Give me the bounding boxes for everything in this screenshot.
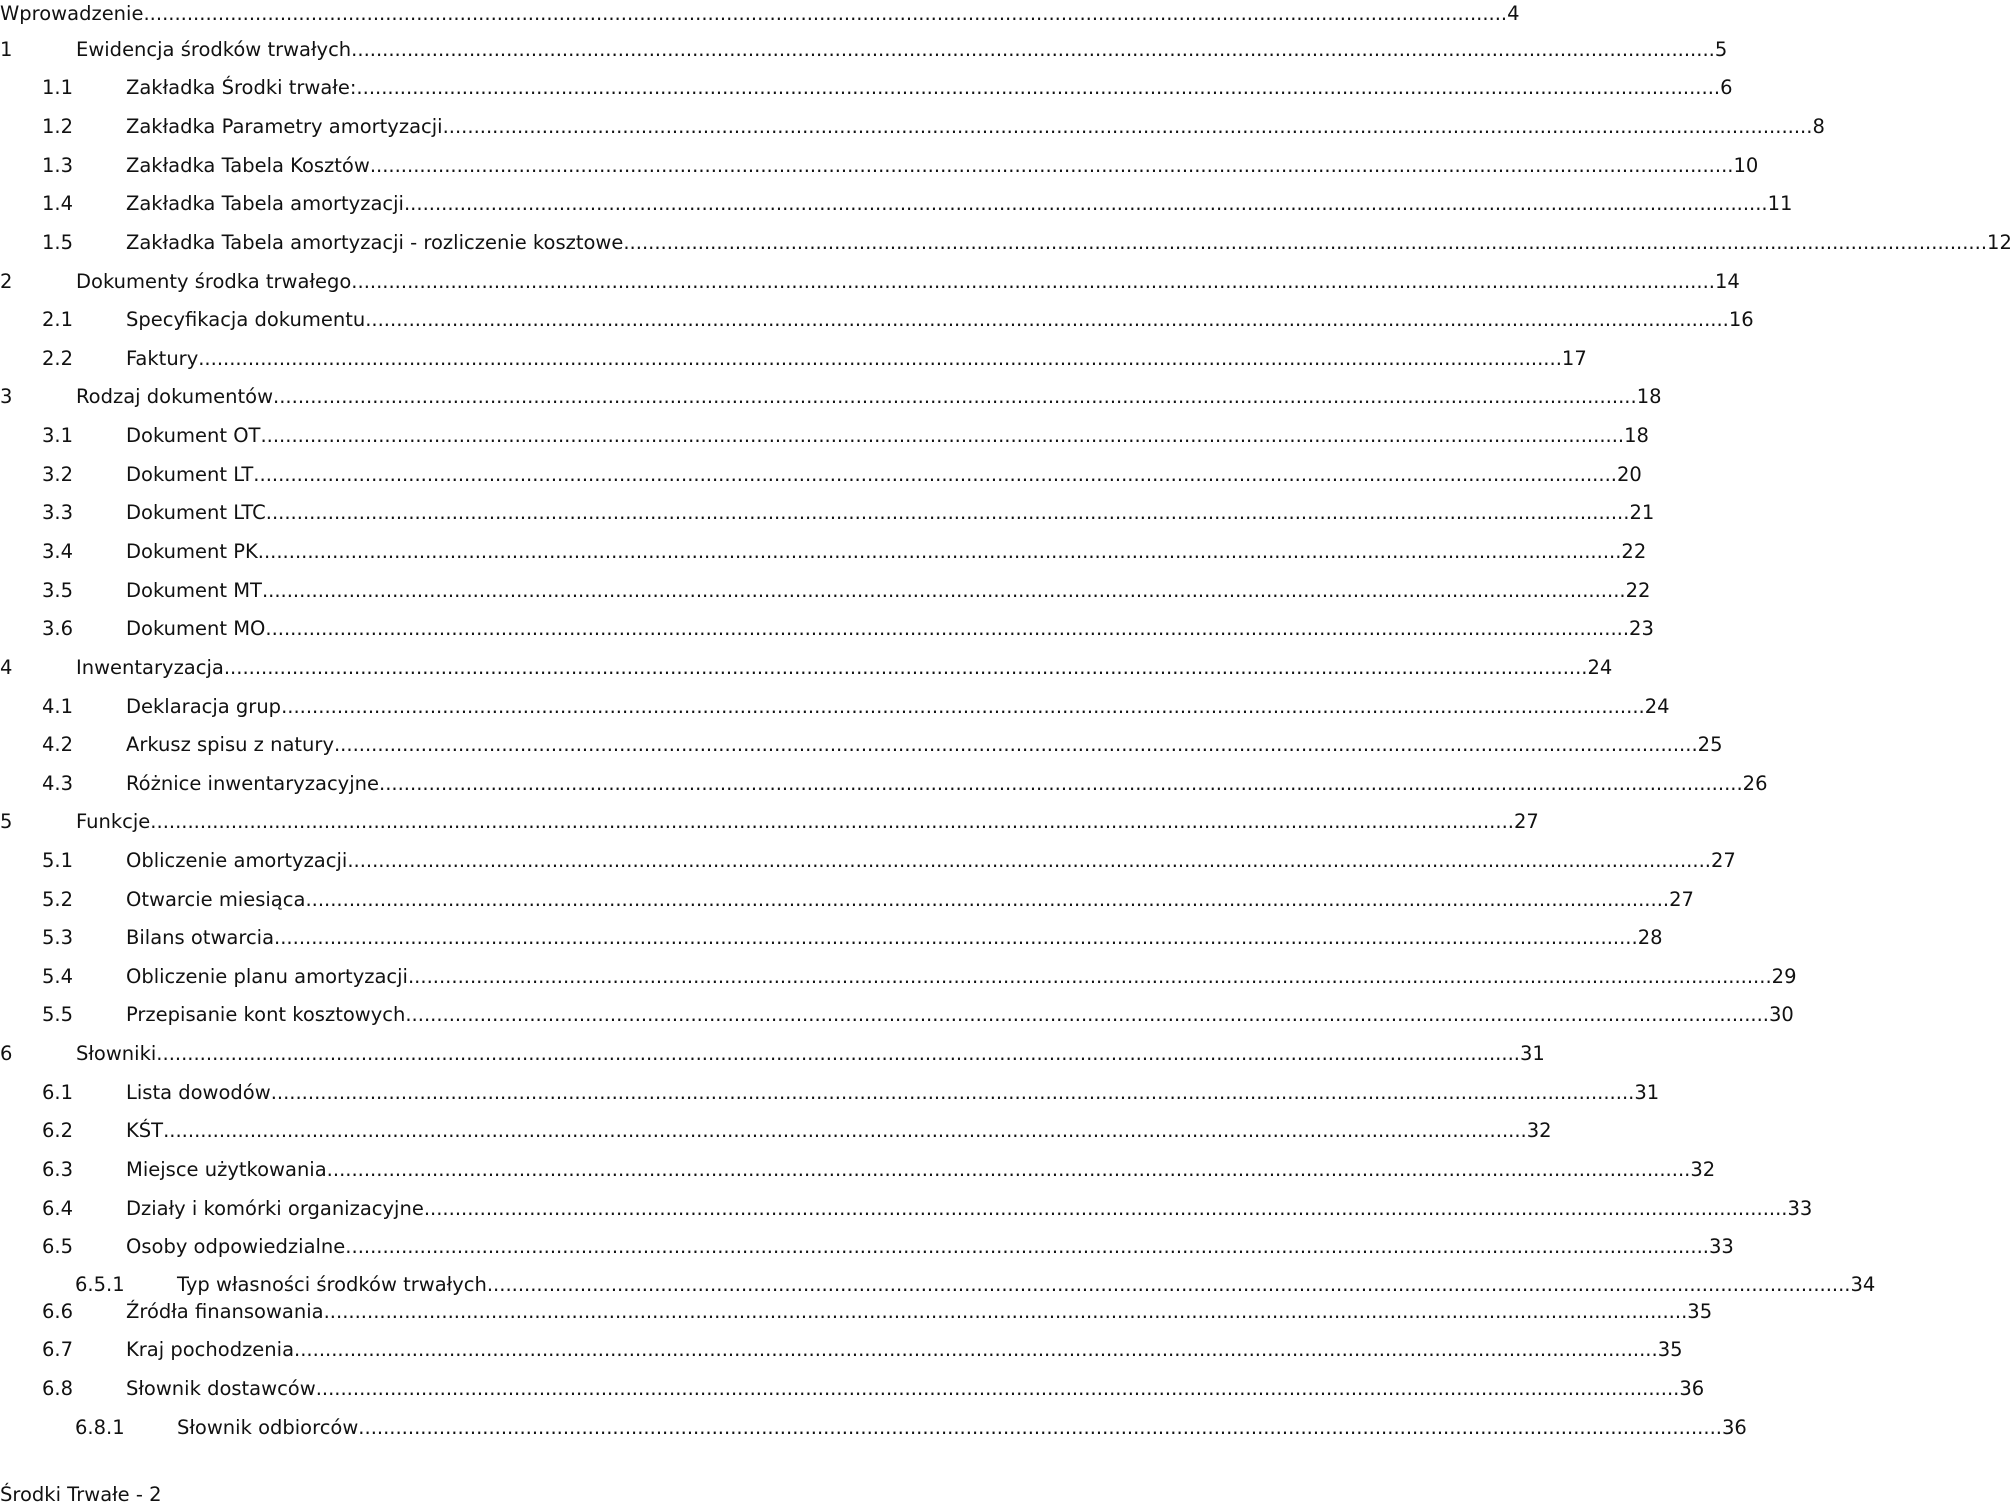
toc-entry-title: Działy i komórki organizacyjne — [126, 1197, 424, 1220]
toc-entry-number: 2.1 — [42, 308, 74, 331]
toc-entry-page-number: 24 — [1587, 656, 1613, 679]
toc-entry-number: 4.2 — [42, 733, 74, 756]
toc-entry[interactable] — [0, 499, 1655, 527]
toc-entry-number: 1.3 — [42, 154, 74, 177]
toc-entry-page-number: 26 — [1742, 772, 1768, 795]
toc-entry[interactable] — [0, 306, 1754, 334]
toc-entry-page-number: 6 — [1720, 76, 1733, 99]
dot-leader: ............................................................................................................................................................................................................................ — [323, 1300, 1688, 1323]
toc-entry-number: 6.2 — [42, 1119, 74, 1142]
toc-entry-number: 6.5.1 — [75, 1273, 125, 1296]
dot-leader: ............................................................................................................................................................................................................................ — [198, 347, 1562, 370]
toc-entry-title: Dokument MO — [126, 617, 266, 640]
toc-entry-title: Zakładka Tabela amortyzacji - rozliczenie kosztowe — [126, 231, 624, 254]
toc-entry-page-number: 34 — [1850, 1273, 1876, 1296]
toc-entry[interactable] — [0, 461, 1642, 489]
toc-entry[interactable] — [0, 1414, 1747, 1442]
dot-leader: ............................................................................................................................................................................................................................ — [270, 1081, 1635, 1104]
toc-entry-number: 3.5 — [42, 579, 74, 602]
toc-entry-page-number: 33 — [1708, 1235, 1734, 1258]
dot-leader: ............................................................................................................................................................................................................................ — [156, 1042, 1520, 1065]
toc-entry[interactable] — [0, 693, 1670, 721]
toc-entry-number: 6.1 — [42, 1081, 74, 1104]
dot-leader: ............................................................................................................................................................................................................................ — [448, 115, 1813, 138]
toc-entry-number: 2.2 — [42, 347, 74, 370]
toc-entry[interactable] — [0, 615, 1654, 643]
toc-entry-page-number: 30 — [1769, 1003, 1794, 1026]
toc-entry[interactable] — [0, 268, 1740, 296]
page-footer: Środki Trwałe - 2 — [0, 1483, 162, 1506]
dot-leader: ............................................................................................................................................................................................................................ — [305, 888, 1670, 911]
toc-entry-page-number: 35 — [1687, 1300, 1713, 1323]
dot-leader: ............................................................................................................................................................................................................................ — [356, 76, 1721, 99]
toc-entry-number: 6.7 — [42, 1338, 74, 1361]
toc-entry-number: 5.1 — [42, 849, 74, 872]
toc-entry[interactable] — [0, 1117, 1552, 1145]
dot-leader: ............................................................................................................................................................................................................................ — [150, 810, 1514, 833]
toc-entry[interactable] — [0, 152, 1759, 180]
dot-leader: ............................................................................................................................................................................................................................ — [345, 1235, 1709, 1258]
toc-entry-title: Przepisanie kont kosztowych — [126, 1003, 406, 1026]
toc-entry-number: 6.6 — [42, 1300, 74, 1323]
toc-entry[interactable] — [0, 36, 1728, 64]
dot-leader: ............................................................................................................................................................................................................................ — [261, 579, 1626, 602]
toc-entry[interactable] — [0, 1375, 1705, 1403]
toc-entry-page-number: 10 — [1733, 154, 1759, 177]
toc-entry-title: Osoby odpowiedzialne — [126, 1235, 346, 1258]
toc-entry-title: Wprowadzenie — [0, 2, 144, 25]
dot-leader: ............................................................................................................................................................................................................................ — [423, 1197, 1788, 1220]
toc-entry-title: Dokumenty środka trwałego — [76, 270, 352, 293]
toc-entry-page-number: 25 — [1697, 733, 1723, 756]
toc-entry-page-number: 16 — [1728, 308, 1754, 331]
dot-leader: ............................................................................................................................................................................................................................ — [260, 424, 1625, 447]
dot-leader: ............................................................................................................................................................................................................................ — [143, 2, 1508, 25]
dot-leader: ............................................................................................................................................................................................................................ — [347, 849, 1711, 872]
toc-entry-number: 6.8 — [42, 1377, 74, 1400]
toc-entry-title: Miejsce użytkowania — [126, 1158, 327, 1181]
toc-entry[interactable] — [0, 0, 1520, 28]
toc-entry-page-number: 28 — [1637, 926, 1663, 949]
dot-leader: ............................................................................................................................................................................................................................ — [365, 308, 1729, 331]
toc-entry[interactable] — [0, 808, 1539, 836]
toc-entry-title: Typ własności środków trwałych — [177, 1273, 487, 1296]
toc-entry-page-number: 18 — [1624, 424, 1649, 447]
toc-entry-number: 6.8.1 — [75, 1416, 125, 1439]
toc-entry-number: 5.4 — [42, 965, 74, 988]
toc-entry[interactable] — [0, 190, 1793, 218]
toc-entry-title: Ewidencja środków trwałych — [76, 38, 352, 61]
toc-entry-page-number: 4 — [1507, 2, 1520, 25]
toc-entry[interactable] — [0, 1156, 1716, 1184]
toc-entry[interactable] — [0, 963, 1797, 991]
toc-entry-title: Funkcje — [76, 810, 151, 833]
toc-entry-number: 3.6 — [42, 617, 74, 640]
toc-entry-number: 2 — [0, 270, 13, 293]
toc-entry-page-number: 12 — [1987, 231, 2012, 254]
toc-entry[interactable] — [0, 1298, 1713, 1326]
toc-entry-number: 1.4 — [42, 192, 74, 215]
toc-entry-page-number: 24 — [1644, 695, 1670, 718]
toc-entry-title: Dokument PK — [126, 540, 258, 563]
toc-entry-title: Specyfikacja dokumentu — [126, 308, 366, 331]
toc-entry[interactable] — [0, 1079, 1660, 1107]
toc-entry-page-number: 27 — [1513, 810, 1539, 833]
toc-entry-number: 6 — [0, 1042, 13, 1065]
toc-entry-title: Lista dowodów — [126, 1081, 271, 1104]
toc-entry-number: 5.5 — [42, 1003, 74, 1026]
toc-entry-number: 4.1 — [42, 695, 74, 718]
toc-entry-page-number: 18 — [1636, 385, 1662, 408]
toc-entry-title: Zakładka Tabela amortyzacji — [126, 192, 404, 215]
toc-entry-title: Rodzaj dokumentów — [76, 385, 274, 408]
toc-entry-number: 5 — [0, 810, 13, 833]
dot-leader: ............................................................................................................................................................................................................................ — [253, 463, 1617, 486]
toc-entry-page-number: 33 — [1787, 1197, 1813, 1220]
toc-entry-title: Faktury — [126, 347, 199, 370]
toc-entry-page-number: 27 — [1710, 849, 1736, 872]
toc-entry[interactable] — [0, 383, 1662, 411]
toc-entry-title: Zakładka Tabela Kosztów — [126, 154, 370, 177]
dot-leader: ............................................................................................................................................................................................................................ — [223, 656, 1588, 679]
toc-entry[interactable] — [0, 538, 1647, 566]
toc-entry-page-number: 35 — [1657, 1338, 1683, 1361]
toc-entry-title: Słownik dostawców — [126, 1377, 316, 1400]
toc-entry-title: Zakładka Środki trwałe: — [126, 76, 357, 99]
dot-leader: ............................................................................................................................................................................................................................ — [163, 1119, 1527, 1142]
toc-entry[interactable] — [0, 1271, 1876, 1299]
dot-leader: ............................................................................................................................................................................................................................ — [265, 501, 1630, 524]
dot-leader: ............................................................................................................................................................................................................................ — [369, 154, 1734, 177]
toc-entry-title: Obliczenie amortyzacji — [126, 849, 348, 872]
toc-entry[interactable] — [0, 847, 1736, 875]
dot-leader: ............................................................................................................................................................................................................................ — [403, 192, 1768, 215]
toc-entry-title: Dokument OT — [126, 424, 261, 447]
dot-leader: ............................................................................................................................................................................................................................ — [486, 1273, 1851, 1296]
toc-entry-number: 3.2 — [42, 463, 74, 486]
toc-entry-title: Obliczenie planu amortyzacji — [126, 965, 408, 988]
toc-entry-page-number: 27 — [1669, 888, 1694, 911]
dot-leader: ............................................................................................................................................................................................................................ — [351, 38, 1715, 61]
dot-leader: ............................................................................................................................................................................................................................ — [315, 1377, 1680, 1400]
toc-entry-page-number: 32 — [1526, 1119, 1552, 1142]
toc-entry[interactable] — [0, 422, 1649, 450]
toc-entry[interactable] — [0, 1336, 1683, 1364]
dot-leader: ............................................................................................................................................................................................................................ — [379, 772, 1743, 795]
toc-entry-page-number: 31 — [1634, 1081, 1660, 1104]
toc-entry-title: Deklaracja grup — [126, 695, 282, 718]
toc-entry-number: 6.5 — [42, 1235, 74, 1258]
toc-entry-page-number: 8 — [1812, 115, 1825, 138]
toc-entry-page-number: 23 — [1629, 617, 1654, 640]
toc-entry-number: 1.2 — [42, 115, 74, 138]
toc-entry[interactable] — [0, 770, 1768, 798]
toc-entry-page-number: 31 — [1519, 1042, 1545, 1065]
toc-entry-page-number: 17 — [1561, 347, 1587, 370]
dot-leader: ............................................................................................................................................................................................................................ — [274, 926, 1638, 949]
toc-entry-number: 5.3 — [42, 926, 74, 949]
dot-leader: ............................................................................................................................................................................................................................ — [351, 270, 1715, 293]
dot-leader: ............................................................................................................................................................................................................................ — [273, 385, 1637, 408]
toc-entry[interactable] — [0, 654, 1613, 682]
toc-entry-number: 6.4 — [42, 1197, 74, 1220]
toc-entry-title: Dokument LTC — [126, 501, 266, 524]
toc-entry-title: Różnice inwentaryzacyjne — [126, 772, 379, 795]
toc-entry-page-number: 29 — [1771, 965, 1797, 988]
toc-entry-number: 3.3 — [42, 501, 74, 524]
dot-leader: ............................................................................................................................................................................................................................ — [265, 617, 1630, 640]
toc-entry-page-number: 32 — [1690, 1158, 1716, 1181]
dot-leader: ............................................................................................................................................................................................................................ — [281, 695, 1645, 718]
toc-entry-page-number: 36 — [1721, 1416, 1747, 1439]
toc-entry[interactable] — [0, 924, 1663, 952]
dot-leader: ............................................................................................................................................................................................................................ — [623, 231, 1988, 254]
toc-entry-number: 1.1 — [42, 76, 74, 99]
toc-entry-number: 3.4 — [42, 540, 74, 563]
dot-leader: ............................................................................................................................................................................................................................ — [358, 1416, 1722, 1439]
toc-entry-title: Słownik odbiorców — [177, 1416, 359, 1439]
toc-entry-title: Dokument LT — [126, 463, 254, 486]
toc-entry[interactable] — [0, 577, 1651, 605]
toc-entry-title: Inwentaryzacja — [76, 656, 224, 679]
toc-entry-page-number: 11 — [1767, 192, 1793, 215]
toc-entry-title: KŚT — [126, 1119, 164, 1142]
toc-entry[interactable] — [0, 1233, 1734, 1261]
toc-entry[interactable] — [0, 1040, 1545, 1068]
toc-entry-page-number: 5 — [1714, 38, 1728, 61]
toc-entry-title: Źródła finansowania — [126, 1300, 324, 1323]
toc-entry-page-number: 22 — [1625, 579, 1651, 602]
dot-leader: ............................................................................................................................................................................................................................ — [407, 965, 1772, 988]
toc-entry-title: Kraj pochodzenia — [126, 1338, 295, 1361]
toc-entry-page-number: 22 — [1621, 540, 1647, 563]
dot-leader: ............................................................................................................................................................................................................................ — [405, 1003, 1770, 1026]
toc-entry-title: Zakładka Parametry amortyzacji. — [126, 115, 449, 138]
toc-entry[interactable] — [0, 229, 2012, 257]
toc-entry-number: 6.3 — [42, 1158, 74, 1181]
dot-leader: ............................................................................................................................................................................................................................ — [294, 1338, 1658, 1361]
toc-entry-title: Arkusz spisu z natury — [126, 733, 334, 756]
dot-leader: ............................................................................................................................................................................................................................ — [333, 733, 1698, 756]
toc-entry[interactable] — [0, 74, 1733, 102]
toc-entry[interactable] — [0, 731, 1723, 759]
toc-entry-title: Otwarcie miesiąca — [126, 888, 306, 911]
dot-leader: ............................................................................................................................................................................................................................ — [257, 540, 1622, 563]
toc-entry[interactable] — [0, 886, 1694, 914]
toc-entry[interactable] — [0, 345, 1587, 373]
dot-leader: ............................................................................................................................................................................................................................ — [326, 1158, 1691, 1181]
toc-entry-number: 5.2 — [42, 888, 74, 911]
toc-entry-title: Bilans otwarcia — [126, 926, 275, 949]
toc-entry-title: Słowniki — [76, 1042, 157, 1065]
toc-entry-number: 1.5 — [42, 231, 74, 254]
toc-entry[interactable] — [0, 1001, 1794, 1029]
toc-entry-number: 4.3 — [42, 772, 74, 795]
toc-entry[interactable] — [0, 1195, 1813, 1223]
toc-entry[interactable] — [0, 113, 1825, 141]
toc-entry-page-number: 36 — [1679, 1377, 1705, 1400]
toc-entry-number: 4 — [0, 656, 13, 679]
toc-entry-title: Dokument MT — [126, 579, 262, 602]
toc-entry-page-number: 14 — [1714, 270, 1740, 293]
toc-entry-page-number: 20 — [1616, 463, 1642, 486]
toc-entry-number: 3 — [0, 385, 13, 408]
toc-entry-page-number: 21 — [1629, 501, 1655, 524]
toc-entry-number: 3.1 — [42, 424, 74, 447]
toc-entry-number: 1 — [0, 38, 13, 61]
